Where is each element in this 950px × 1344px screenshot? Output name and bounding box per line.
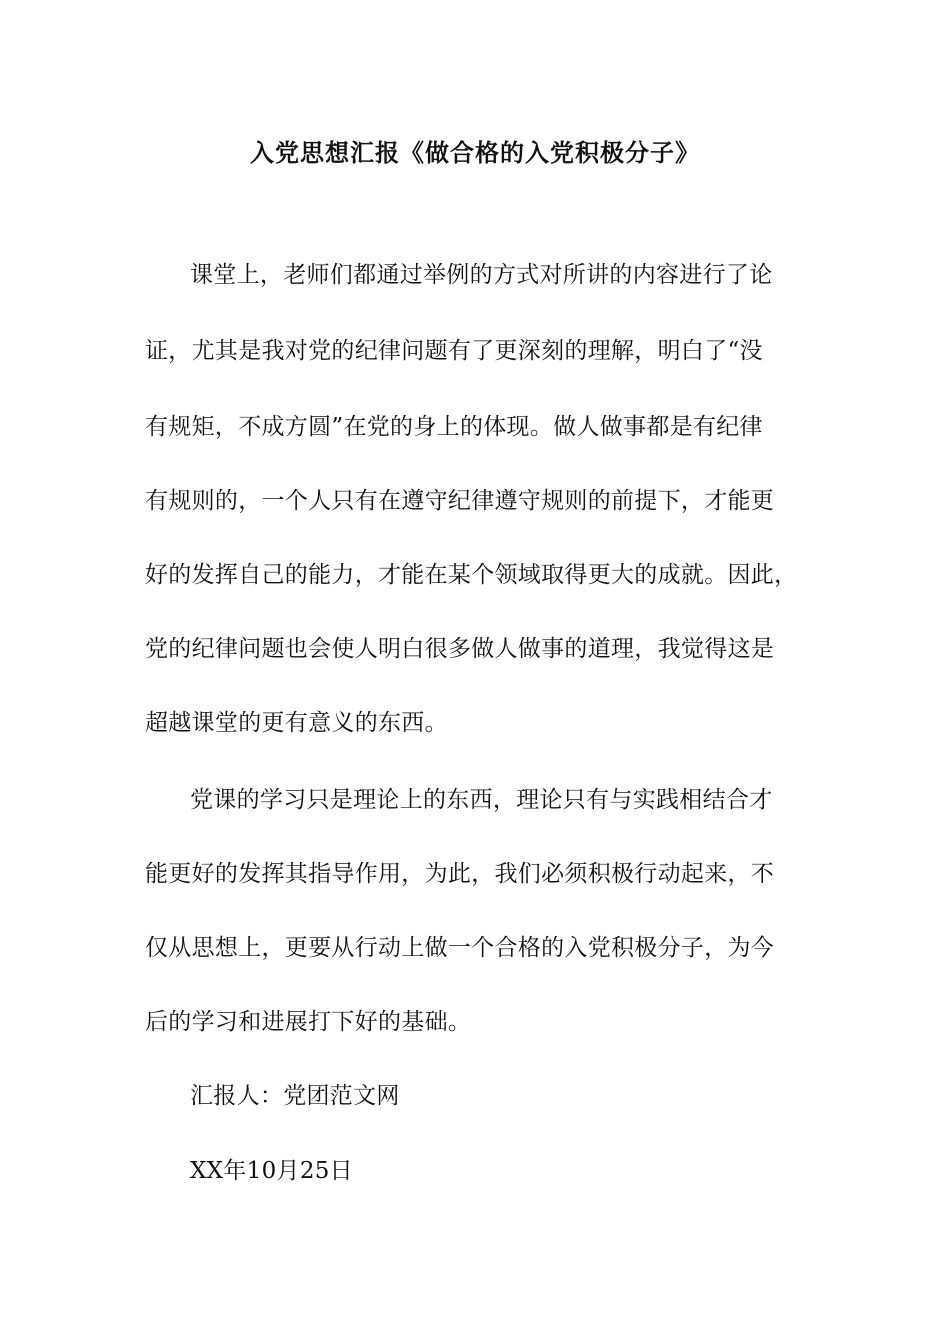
reporter-signature: 汇报人：党团范文网 bbox=[190, 1083, 400, 1109]
paragraph-1-line-6: 党的纪律问题也会使人明白很多做人做事的道理，我觉得这是 bbox=[145, 636, 775, 662]
paragraph-1-line-7: 超越课堂的更有意义的东西。 bbox=[145, 710, 448, 736]
paragraph-2-line-4: 后的学习和进展打下好的基础。 bbox=[145, 1009, 472, 1035]
paragraph-1-line-3: 有规矩，不成方圆”在党的身上的体现。做人做事都是有纪律 bbox=[145, 414, 763, 440]
paragraph-2-line-2: 能更好的发挥其指导作用，为此，我们必须积极行动起来，不 bbox=[145, 861, 775, 887]
paragraph-1-line-4: 有规则的，一个人只有在遵守纪律遵守规则的前提下，才能更 bbox=[145, 488, 775, 514]
paragraph-2-line-3: 仅从思想上，更要从行动上做一个合格的入党积极分子，为今 bbox=[145, 935, 775, 961]
paragraph-1-line-1: 课堂上，老师们都通过举例的方式对所讲的内容进行了论 bbox=[190, 262, 773, 288]
document-title: 入党思想汇报《做合格的入党积极分子》 bbox=[250, 138, 700, 167]
paragraph-2-line-1: 党课的学习只是理论上的东西，理论只有与实践相结合才 bbox=[190, 787, 773, 813]
paragraph-1-line-2: 证，尤其是我对党的纪律问题有了更深刻的理解，明白了“没 bbox=[145, 338, 763, 364]
report-date: XX年10月25日 bbox=[190, 1158, 353, 1184]
paragraph-1-line-5: 好的发挥自己的能力，才能在某个领域取得更大的成就。因此， bbox=[145, 562, 798, 588]
